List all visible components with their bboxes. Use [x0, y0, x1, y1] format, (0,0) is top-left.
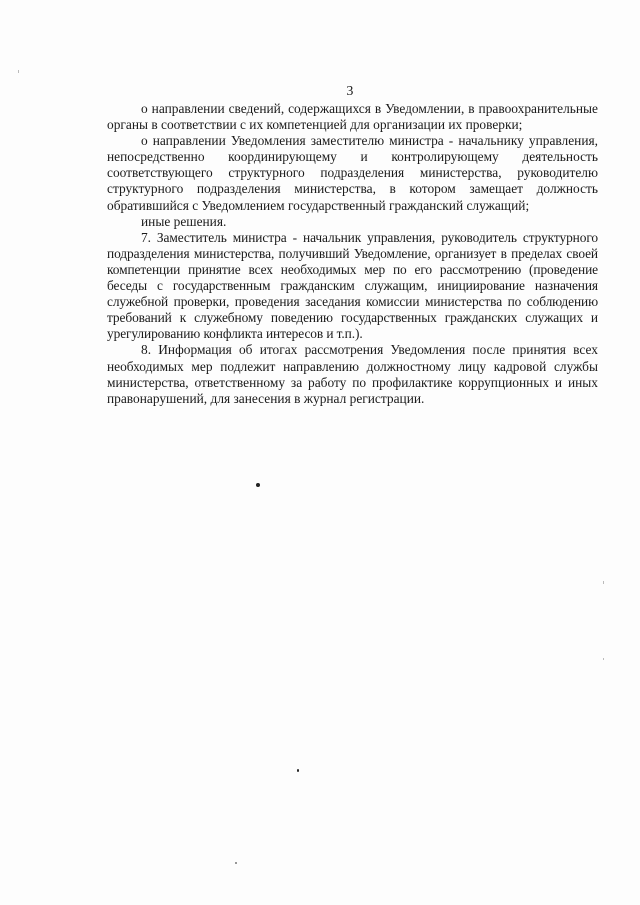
- paragraph-send-to-law-enforcement: о направлении сведений, содержащихся в Уведомлении, в правоохранительные органы в соответствии с их компетенцией для организации их проверки;: [107, 101, 598, 133]
- scan-edge-mark: [603, 581, 604, 584]
- page-number: 3: [346, 84, 354, 99]
- scan-edge-mark: [603, 658, 604, 660]
- scan-speck: [235, 862, 237, 864]
- document-body: [107, 101, 598, 407]
- paragraph-item-8: 8. Информация об итогах рассмотрения Уведомления после принятия всех необходимых мер подлежит направлению должностному лицу кадровой службы министерства, ответственному за работу по профилактике коррупционных и иных правонарушений, для занесения в журнал регистрации.: [107, 342, 598, 406]
- scan-speck: [297, 769, 299, 772]
- paragraph-other-decisions: иные решения.: [141, 213, 227, 229]
- scan-edge-mark: [18, 70, 19, 73]
- scan-speck: [256, 483, 260, 487]
- paragraph-send-to-deputy-minister: о направлении Уведомления заместителю министра - начальнику управления, непосредственно координирующему и контролирующему деятельность соответствующего структурного подразделения министерства, руководителю структурного подразделения министерства, в котором замещает должность обратившийся с Уведомлением государственный гражданский служащий;: [107, 133, 598, 213]
- paragraph-item-7: 7. Заместитель министра - начальник управления, руководитель структурного подразделения министерства, получивший Уведомление, организует в пределах своей компетенции принятие всех необходимых мер по его рассмотрению (проведение беседы с государственным гражданским служащим, инициирование назначения служебной проверки, проведения заседания комиссии министерства по соблюдению требований к служебному поведению государственных гражданских служащих и урегулированию конфликта интересов и т.п.).: [107, 229, 598, 342]
